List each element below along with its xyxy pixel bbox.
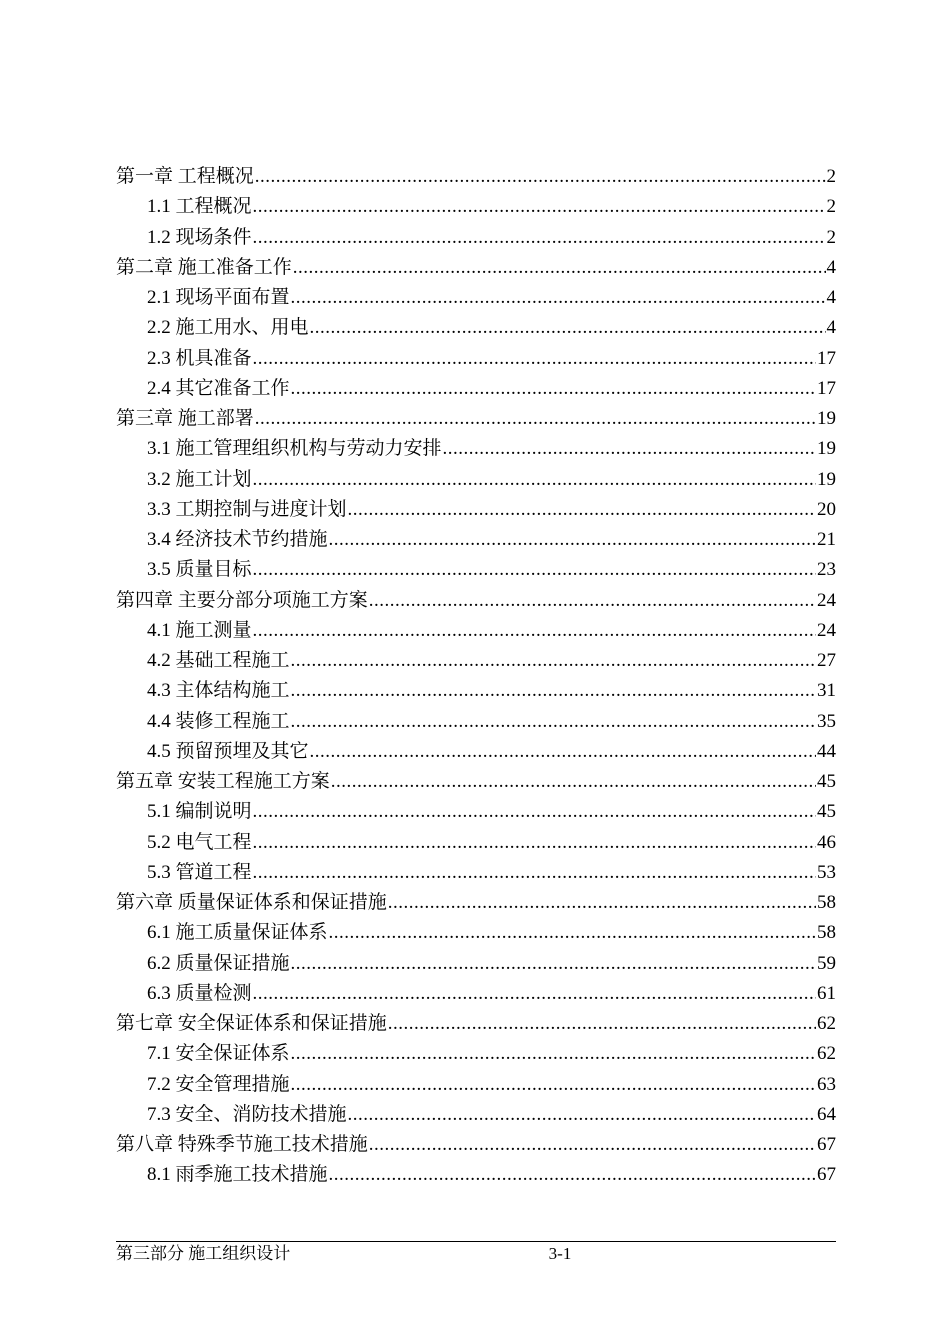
toc-entry-page-number: 17 bbox=[817, 377, 836, 399]
footer-section-title: 第三部分 施工组织设计 bbox=[116, 1244, 291, 1263]
toc-entry-label: 1.1 工程概况 bbox=[147, 196, 252, 218]
toc-entry-label: 6.2 质量保证措施 bbox=[147, 952, 290, 974]
toc-section-entry[interactable] bbox=[116, 465, 836, 495]
toc-entry-page-number: 4 bbox=[826, 317, 836, 339]
toc-entry-label: 1.2 现场条件 bbox=[147, 226, 252, 248]
toc-section-entry[interactable] bbox=[116, 707, 836, 737]
toc-entry-page-number: 19 bbox=[817, 468, 836, 490]
toc-section-entry[interactable] bbox=[116, 495, 836, 525]
toc-entry-page-number: 24 bbox=[817, 589, 836, 611]
toc-entry-label: 4.4 装修工程施工 bbox=[147, 710, 290, 732]
toc-dot-leader bbox=[291, 676, 816, 706]
toc-entry-page-number: 23 bbox=[817, 559, 836, 581]
toc-dot-leader bbox=[310, 313, 826, 343]
toc-dot-leader bbox=[329, 918, 816, 948]
toc-dot-leader bbox=[253, 192, 826, 222]
toc-dot-leader bbox=[291, 646, 816, 676]
toc-dot-leader bbox=[291, 1039, 816, 1069]
toc-dot-leader bbox=[291, 707, 816, 737]
toc-chapter-entry[interactable] bbox=[116, 162, 836, 192]
toc-entry-page-number: 61 bbox=[817, 982, 836, 1004]
toc-entry-label: 3.2 施工计划 bbox=[147, 468, 252, 490]
toc-entry-label: 第八章 特殊季节施工技术措施 bbox=[116, 1134, 368, 1155]
toc-dot-leader bbox=[255, 404, 816, 434]
toc-section-entry[interactable] bbox=[116, 828, 836, 858]
toc-entry-page-number: 59 bbox=[817, 952, 836, 974]
toc-dot-leader bbox=[291, 1070, 816, 1100]
toc-entry-page-number: 67 bbox=[817, 1164, 836, 1186]
toc-entry-label: 5.2 电气工程 bbox=[147, 831, 252, 853]
toc-entry-label: 6.3 质量检测 bbox=[147, 982, 252, 1004]
toc-chapter-entry[interactable] bbox=[116, 253, 836, 283]
toc-dot-leader bbox=[443, 434, 816, 464]
toc-entry-label: 3.3 工期控制与进度计划 bbox=[147, 498, 347, 520]
toc-dot-leader bbox=[369, 1130, 816, 1160]
toc-chapter-entry[interactable] bbox=[116, 888, 836, 918]
toc-section-entry[interactable] bbox=[116, 918, 836, 948]
toc-entry-page-number: 53 bbox=[817, 861, 836, 883]
toc-entry-page-number: 31 bbox=[817, 680, 836, 702]
toc-dot-leader bbox=[253, 828, 816, 858]
toc-entry-page-number: 27 bbox=[817, 650, 836, 671]
toc-entry-label: 2.2 施工用水、用电 bbox=[147, 317, 309, 339]
toc-chapter-entry[interactable] bbox=[116, 586, 836, 616]
toc-section-entry[interactable] bbox=[116, 223, 836, 253]
toc-section-entry[interactable] bbox=[116, 434, 836, 464]
toc-entry-label: 7.3 安全、消防技术措施 bbox=[147, 1103, 347, 1125]
toc-entry-label: 第四章 主要分部分项施工方案 bbox=[116, 589, 368, 611]
toc-entry-page-number: 20 bbox=[817, 498, 836, 520]
toc-dot-leader bbox=[253, 465, 816, 495]
toc-dot-leader bbox=[388, 1009, 816, 1039]
toc-entry-label: 3.5 质量目标 bbox=[147, 559, 252, 581]
toc-entry-label: 第六章 质量保证体系和保证措施 bbox=[116, 892, 387, 913]
toc-dot-leader bbox=[253, 344, 816, 374]
toc-entry-label: 第五章 安装工程施工方案 bbox=[116, 771, 330, 792]
toc-dot-leader bbox=[253, 555, 816, 585]
toc-entry-label: 8.1 雨季施工技术措施 bbox=[147, 1164, 328, 1186]
toc-entry-label: 4.5 预留预埋及其它 bbox=[147, 740, 309, 762]
toc-entry-label: 5.1 编制说明 bbox=[147, 801, 252, 823]
toc-section-entry[interactable] bbox=[116, 283, 836, 313]
toc-entry-page-number: 46 bbox=[817, 831, 836, 853]
toc-entry-label: 2.1 现场平面布置 bbox=[147, 287, 290, 308]
toc-chapter-entry[interactable] bbox=[116, 1009, 836, 1039]
toc-section-entry[interactable] bbox=[116, 1070, 836, 1100]
table-of-contents bbox=[116, 162, 836, 1191]
toc-entry-label: 4.3 主体结构施工 bbox=[147, 680, 290, 702]
toc-entry-label: 2.4 其它准备工作 bbox=[147, 377, 290, 399]
toc-dot-leader bbox=[331, 767, 816, 797]
toc-entry-page-number: 45 bbox=[817, 771, 836, 792]
toc-chapter-entry[interactable] bbox=[116, 404, 836, 434]
toc-entry-page-number: 58 bbox=[817, 922, 836, 944]
toc-section-entry[interactable] bbox=[116, 1160, 836, 1190]
toc-entry-page-number: 21 bbox=[817, 529, 836, 550]
toc-entry-label: 3.1 施工管理组织机构与劳动力安排 bbox=[147, 438, 442, 460]
toc-entry-label: 6.1 施工质量保证体系 bbox=[147, 922, 328, 944]
toc-entry-page-number: 24 bbox=[817, 619, 836, 641]
toc-entry-page-number: 58 bbox=[817, 892, 836, 913]
toc-dot-leader bbox=[291, 283, 826, 313]
toc-section-entry[interactable] bbox=[116, 555, 836, 585]
toc-section-entry[interactable] bbox=[116, 616, 836, 646]
toc-section-entry[interactable] bbox=[116, 858, 836, 888]
toc-section-entry[interactable] bbox=[116, 797, 836, 827]
toc-entry-label: 4.1 施工测量 bbox=[147, 619, 252, 641]
toc-entry-page-number: 19 bbox=[817, 438, 836, 460]
toc-section-entry[interactable] bbox=[116, 979, 836, 1009]
toc-section-entry[interactable] bbox=[116, 737, 836, 767]
toc-chapter-entry[interactable] bbox=[116, 1130, 836, 1160]
toc-section-entry[interactable] bbox=[116, 525, 836, 555]
toc-entry-label: 7.1 安全保证体系 bbox=[147, 1043, 290, 1065]
toc-section-entry[interactable] bbox=[116, 344, 836, 374]
toc-entry-page-number: 64 bbox=[817, 1103, 836, 1125]
toc-chapter-entry[interactable] bbox=[116, 767, 836, 797]
toc-dot-leader bbox=[310, 737, 816, 767]
toc-entry-page-number: 62 bbox=[817, 1013, 836, 1034]
toc-dot-leader bbox=[253, 858, 816, 888]
toc-entry-page-number: 44 bbox=[817, 740, 836, 762]
toc-entry-label: 第七章 安全保证体系和保证措施 bbox=[116, 1013, 387, 1034]
toc-entry-page-number: 63 bbox=[817, 1073, 836, 1095]
toc-dot-leader bbox=[291, 374, 816, 404]
toc-entry-page-number: 2 bbox=[826, 196, 836, 218]
toc-entry-page-number: 2 bbox=[826, 226, 836, 248]
toc-entry-page-number: 17 bbox=[817, 347, 836, 369]
toc-entry-page-number: 4 bbox=[826, 287, 836, 308]
toc-section-entry[interactable] bbox=[116, 949, 836, 979]
toc-entry-page-number: 67 bbox=[817, 1134, 836, 1155]
toc-entry-label: 3.4 经济技术节约措施 bbox=[147, 529, 328, 550]
toc-dot-leader bbox=[291, 949, 816, 979]
toc-entry-label: 2.3 机具准备 bbox=[147, 347, 252, 369]
toc-entry-label: 第二章 施工准备工作 bbox=[116, 256, 292, 278]
footer-page-number: 3-1 bbox=[548, 1244, 572, 1263]
toc-dot-leader bbox=[253, 797, 816, 827]
toc-dot-leader bbox=[388, 888, 816, 918]
toc-section-entry[interactable] bbox=[116, 192, 836, 222]
toc-dot-leader bbox=[329, 1160, 816, 1190]
toc-entry-page-number: 2 bbox=[826, 166, 836, 187]
toc-dot-leader bbox=[255, 162, 826, 192]
toc-section-entry[interactable] bbox=[116, 1039, 836, 1069]
toc-entry-label: 4.2 基础工程施工 bbox=[147, 650, 290, 671]
toc-dot-leader bbox=[253, 616, 816, 646]
toc-dot-leader bbox=[253, 979, 816, 1009]
toc-entry-label: 第一章 工程概况 bbox=[116, 166, 254, 187]
toc-dot-leader bbox=[348, 495, 816, 525]
toc-entry-page-number: 19 bbox=[817, 408, 836, 429]
toc-entry-label: 7.2 安全管理措施 bbox=[147, 1073, 290, 1095]
toc-entry-page-number: 4 bbox=[826, 256, 836, 278]
toc-section-entry[interactable] bbox=[116, 1100, 836, 1130]
toc-entry-page-number: 35 bbox=[817, 710, 836, 732]
toc-section-entry[interactable] bbox=[116, 646, 836, 676]
toc-entry-page-number: 62 bbox=[817, 1043, 836, 1065]
toc-entry-label: 5.3 管道工程 bbox=[147, 861, 252, 883]
toc-entry-page-number: 45 bbox=[817, 801, 836, 823]
toc-section-entry[interactable] bbox=[116, 374, 836, 404]
toc-dot-leader bbox=[329, 525, 816, 555]
toc-section-entry[interactable] bbox=[116, 676, 836, 706]
toc-section-entry[interactable] bbox=[116, 313, 836, 343]
toc-dot-leader bbox=[293, 253, 826, 283]
toc-dot-leader bbox=[253, 223, 826, 253]
toc-entry-label: 第三章 施工部署 bbox=[116, 408, 254, 429]
toc-dot-leader bbox=[348, 1100, 816, 1130]
toc-dot-leader bbox=[369, 586, 816, 616]
